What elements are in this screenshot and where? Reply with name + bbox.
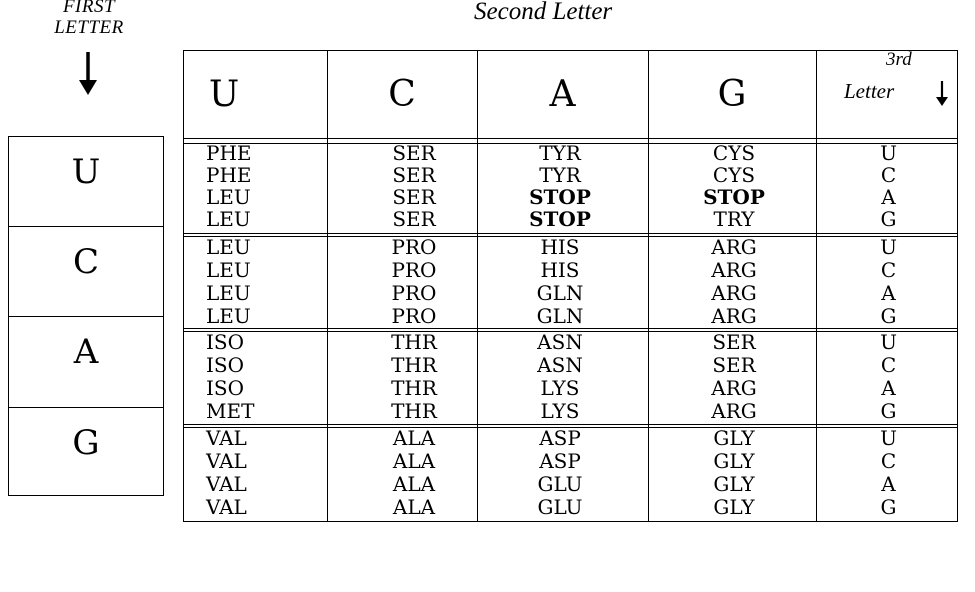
stop-codon-cell: STOP <box>529 185 591 209</box>
first-letter-a: A <box>73 332 99 372</box>
amino-acid-cell: GLY <box>713 472 755 496</box>
table-row <box>184 208 957 231</box>
header-divider <box>184 138 957 139</box>
third-letter-cell: U <box>880 426 897 450</box>
amino-acid-cell: ALA <box>392 495 436 519</box>
amino-acid-cell: ARG <box>711 376 757 400</box>
amino-acid-cell: GLN <box>536 281 584 305</box>
amino-acid-cell: LEU <box>206 304 251 328</box>
table-row <box>184 496 957 519</box>
third-letter-cell: G <box>880 495 897 519</box>
first-letter-title <box>34 0 144 38</box>
amino-acid-cell: PRO <box>391 304 437 328</box>
stop-codon-cell: STOP <box>703 185 765 209</box>
amino-acid-cell: SER <box>712 330 756 354</box>
table-row <box>184 427 957 450</box>
amino-acid-cell: SER <box>392 141 436 165</box>
down-arrow-icon <box>76 52 100 96</box>
amino-acid-cell: LEU <box>206 281 251 305</box>
amino-acid-cell: ISO <box>206 353 244 377</box>
table-row <box>184 282 957 305</box>
second-letter-u: U <box>208 74 240 115</box>
amino-acid-cell: VAL <box>206 495 247 519</box>
amino-acid-cell: ISO <box>206 330 244 354</box>
stop-codon-cell: STOP <box>529 207 591 231</box>
amino-acid-cell: THR <box>391 353 437 377</box>
amino-acid-cell: HIS <box>540 235 580 259</box>
table-row <box>184 473 957 496</box>
table-row <box>184 259 957 282</box>
first-divider <box>9 316 163 317</box>
amino-acid-cell: ASP <box>539 426 581 450</box>
amino-acid-cell: ARG <box>711 399 757 423</box>
third-letter-cell: A <box>881 281 896 305</box>
table-row <box>184 236 957 259</box>
amino-acid-cell: LEU <box>206 185 251 209</box>
amino-acid-cell: ALA <box>392 449 436 473</box>
amino-acid-cell: GLN <box>536 304 584 328</box>
third-letter-cell: U <box>880 141 897 165</box>
group-divider <box>184 233 957 234</box>
group-divider <box>184 424 957 425</box>
amino-acid-cell: PRO <box>391 258 437 282</box>
amino-acid-cell: TRY <box>713 207 755 231</box>
amino-acid-cell: VAL <box>206 449 247 473</box>
amino-acid-cell: THR <box>391 376 437 400</box>
amino-acid-cell: ISO <box>206 376 244 400</box>
table-row <box>184 331 957 354</box>
amino-acid-cell: SER <box>392 185 436 209</box>
amino-acid-cell: PHE <box>206 163 252 187</box>
amino-acid-cell: TYR <box>539 141 581 165</box>
amino-acid-cell: ASN <box>537 353 583 377</box>
first-divider <box>9 226 163 227</box>
table-row <box>184 377 957 400</box>
amino-acid-cell: SER <box>392 207 436 231</box>
amino-acid-cell: LEU <box>206 258 251 282</box>
amino-acid-cell: CYS <box>712 163 756 187</box>
first-letter-u: U <box>71 152 101 192</box>
codon-table <box>183 50 958 522</box>
amino-acid-cell: GLU <box>537 495 583 519</box>
third-letter-cell: A <box>881 472 896 496</box>
third-letter-label-line2: Letter <box>844 79 895 103</box>
table-row <box>184 164 957 187</box>
amino-acid-cell: PRO <box>391 235 437 259</box>
third-letter-header <box>818 51 959 138</box>
first-letter-g: G <box>72 423 100 463</box>
amino-acid-cell: LYS <box>540 376 580 400</box>
third-letter-cell: A <box>881 376 896 400</box>
amino-acid-cell: ARG <box>711 304 757 328</box>
second-letter-g: G <box>717 74 747 115</box>
amino-acid-cell: CYS <box>712 141 756 165</box>
first-letter-c: C <box>72 242 99 282</box>
third-letter-cell: A <box>881 185 896 209</box>
amino-acid-cell: LEU <box>206 235 251 259</box>
amino-acid-cell: GLU <box>537 472 583 496</box>
table-row <box>184 354 957 377</box>
second-letter-a: A <box>549 74 576 115</box>
amino-acid-cell: VAL <box>206 472 247 496</box>
amino-acid-cell: PRO <box>391 281 437 305</box>
third-letter-cell: G <box>880 207 897 231</box>
amino-acid-cell: GLY <box>713 495 755 519</box>
amino-acid-cell: LEU <box>206 207 251 231</box>
first-letter-title-line2: LETTER <box>54 17 124 38</box>
down-arrow-icon <box>934 81 950 107</box>
amino-acid-cell: GLY <box>713 426 755 450</box>
amino-acid-cell: HIS <box>540 258 580 282</box>
third-letter-cell: C <box>880 353 897 377</box>
first-letter-column <box>8 136 164 496</box>
third-letter-cell: C <box>880 449 897 473</box>
third-letter-cell: U <box>880 235 897 259</box>
second-letter-title: Second Letter <box>474 0 613 25</box>
table-row <box>184 400 957 423</box>
table-row <box>184 142 957 165</box>
amino-acid-cell: PHE <box>206 141 252 165</box>
group-divider <box>184 328 957 329</box>
amino-acid-cell: VAL <box>206 426 247 450</box>
amino-acid-cell: GLY <box>713 449 755 473</box>
amino-acid-cell: ALA <box>392 472 436 496</box>
third-letter-cell: C <box>880 163 897 187</box>
amino-acid-cell: THR <box>391 330 437 354</box>
first-letter-title-line1: FIRST <box>62 0 116 17</box>
third-letter-cell: G <box>880 304 897 328</box>
amino-acid-cell: ARG <box>711 281 757 305</box>
amino-acid-cell: THR <box>391 399 437 423</box>
third-letter-cell: C <box>880 258 897 282</box>
amino-acid-cell: LYS <box>540 399 580 423</box>
amino-acid-cell: ASN <box>537 330 583 354</box>
amino-acid-cell: ARG <box>711 258 757 282</box>
third-letter-cell: G <box>880 399 897 423</box>
amino-acid-cell: SER <box>392 163 436 187</box>
amino-acid-cell: TYR <box>539 163 581 187</box>
table-row <box>184 305 957 328</box>
first-divider <box>9 407 163 408</box>
amino-acid-cell: SER <box>712 353 756 377</box>
third-letter-label-line1: 3rd <box>886 49 912 70</box>
amino-acid-cell: ALA <box>392 426 436 450</box>
amino-acid-cell: MET <box>206 399 255 423</box>
second-letter-c: C <box>388 74 416 115</box>
third-letter-cell: U <box>880 330 897 354</box>
amino-acid-cell: ARG <box>711 235 757 259</box>
table-row <box>184 450 957 473</box>
amino-acid-cell: ASP <box>539 449 581 473</box>
table-row <box>184 186 957 209</box>
